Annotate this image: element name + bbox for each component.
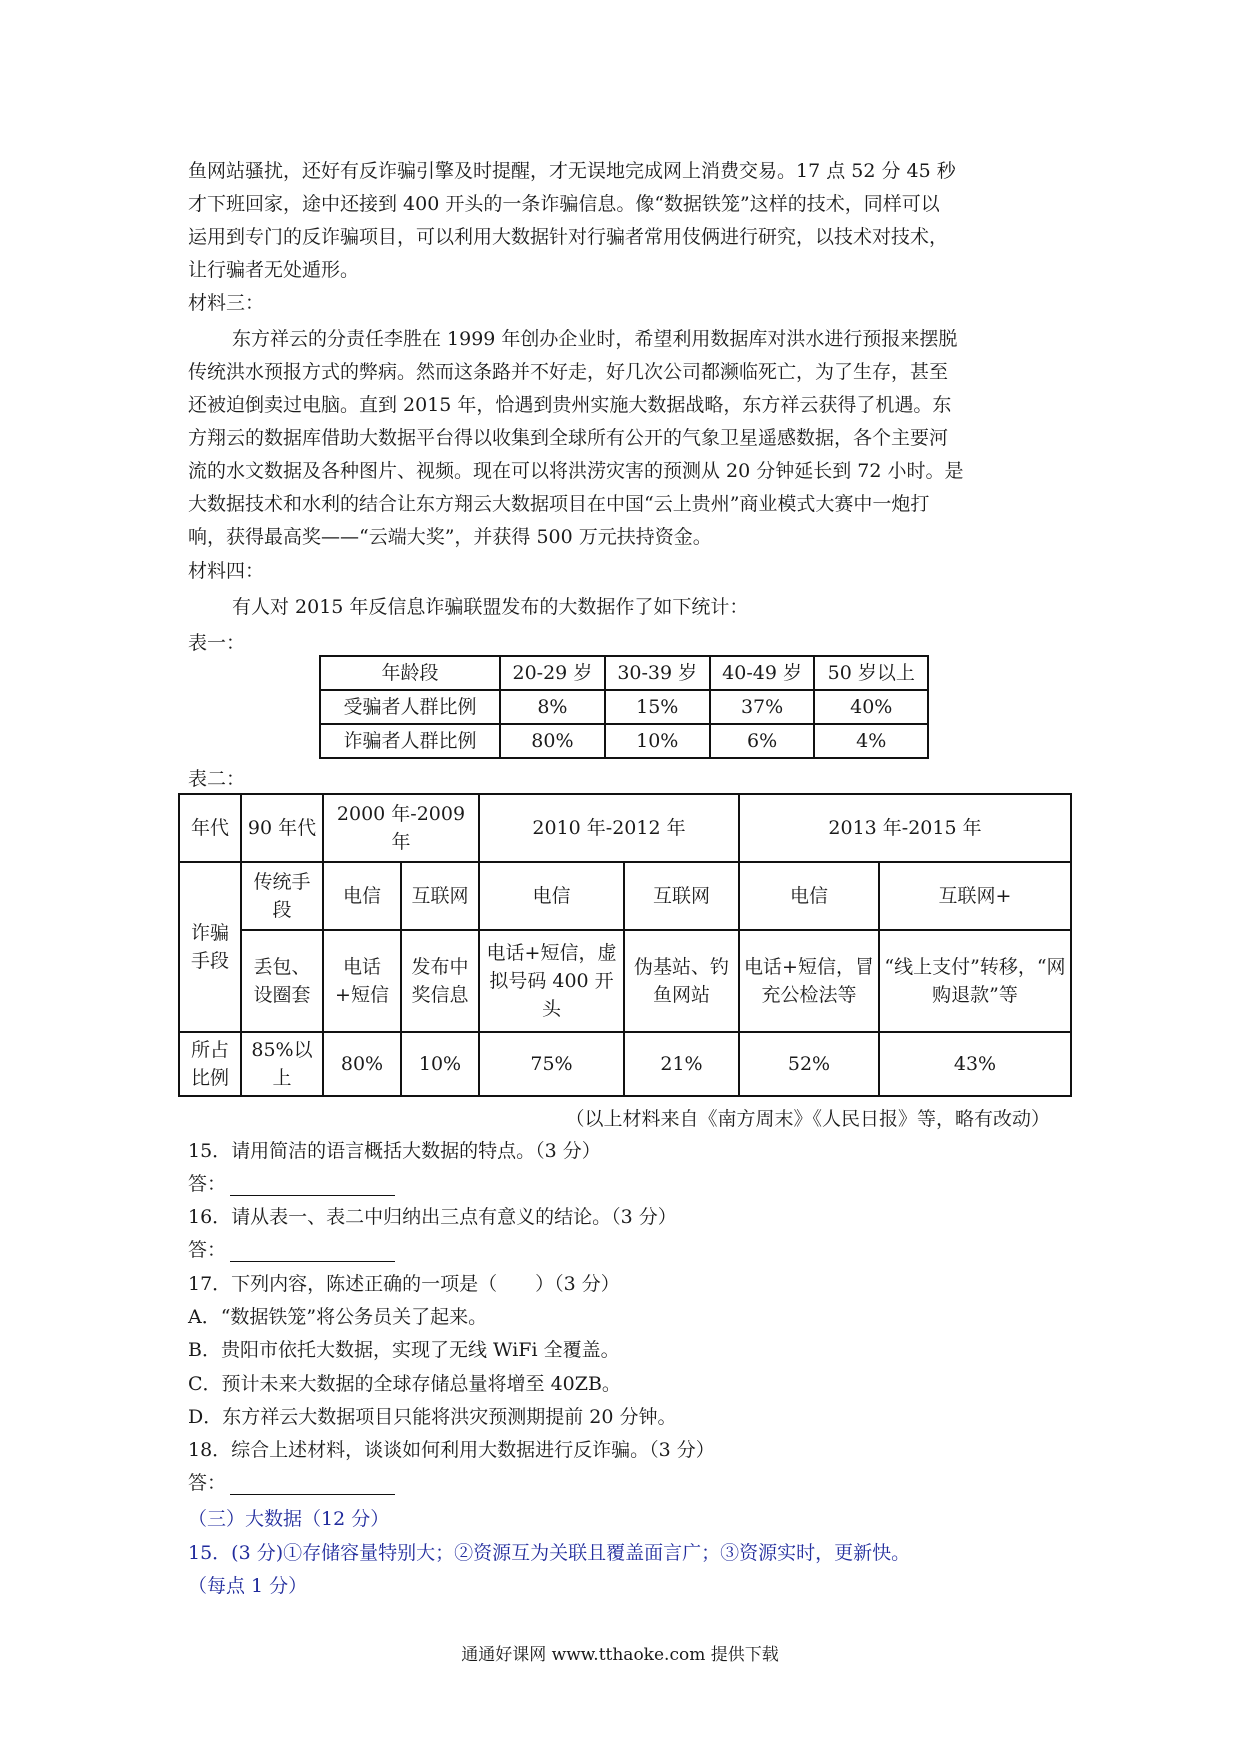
- share-cell: 52%: [739, 1032, 879, 1096]
- table-cell: 6%: [710, 724, 815, 758]
- question-18: 18．综合上述材料，谈谈如何利用大数据进行反诈骗。（3 分）: [188, 1439, 715, 1461]
- page-footer: 通通好课网 www.tthaoke.com 提供下载: [461, 1645, 779, 1665]
- type-cell: 互联网+: [879, 862, 1071, 930]
- answer-blank[interactable]: [230, 1175, 395, 1196]
- table-cell: 8%: [500, 690, 605, 724]
- answer-line-16: [188, 1237, 395, 1263]
- era-cell: 2000 年-2009 年: [323, 794, 479, 862]
- means-label: 诈骗手段: [179, 862, 241, 1032]
- share-cell: 43%: [879, 1032, 1071, 1096]
- option-c: C．预计未来大数据的全球存储总量将增至 40ZB。: [188, 1373, 621, 1395]
- answer-label: 答：: [188, 1472, 227, 1494]
- table-cell: 40%: [814, 690, 928, 724]
- material-source: （以上材料来自《南方周末》《人民日报》等，略有改动）: [565, 1108, 1050, 1130]
- table-row-label: 受骗者人群比例: [320, 690, 500, 724]
- table-cell: 10%: [605, 724, 710, 758]
- material2-line: 才下班回家，途中还接到 400 开头的一条诈骗信息。像“数据铁笼”这样的技术，同样可以: [188, 193, 940, 215]
- table-header-cell: 50 岁以上: [814, 656, 928, 690]
- method-cell: 伪基站、钓鱼网站: [624, 930, 739, 1032]
- share-cell: 21%: [624, 1032, 739, 1096]
- question-16: 16．请从表一、表二中归纳出三点有意义的结论。（3 分）: [188, 1206, 677, 1228]
- table-row-label: 诈骗者人群比例: [320, 724, 500, 758]
- method-cell: 电话+短信，虚拟号码 400 开头: [479, 930, 624, 1032]
- material4-heading: 材料四：: [188, 560, 265, 582]
- question-17: 17．下列内容，陈述正确的一项是（ ）（3 分）: [188, 1273, 620, 1295]
- material3-line: 方翔云的数据库借助大数据平台得以收集到全球所有公开的气象卫星遥感数据，各个主要河: [188, 427, 949, 449]
- era-label: 年代: [179, 794, 241, 862]
- table-header-cell: 年龄段: [320, 656, 500, 690]
- type-cell: 电信: [323, 862, 401, 930]
- answer-15: 15．(3 分)①存储容量特别大；②资源互为关联且覆盖面言广；③资源实时，更新快。: [188, 1542, 911, 1564]
- method-cell: 发布中奖信息: [401, 930, 479, 1032]
- option-d: D．东方祥云大数据项目只能将洪灾预测期提前 20 分钟。: [188, 1406, 677, 1428]
- method-cell: “线上支付”转移，“网购退款”等: [879, 930, 1071, 1032]
- table-cell: 4%: [814, 724, 928, 758]
- answer-blank[interactable]: [230, 1474, 395, 1495]
- material3-line: 响，获得最高奖——“云端大奖”，并获得 500 万元扶持资金。: [188, 526, 712, 548]
- table-header-cell: 30-39 岁: [605, 656, 710, 690]
- table-two: [178, 793, 1072, 1097]
- table2-label: 表二：: [188, 768, 246, 790]
- option-b: B．贵阳市依托大数据，实现了无线 WiFi 全覆盖。: [188, 1339, 620, 1361]
- material2-line: 运用到专门的反诈骗项目，可以利用大数据针对行骗者常用伎俩进行研究，以技术对技术，: [188, 226, 949, 248]
- method-cell: 电话+短信，冒充公检法等: [739, 930, 879, 1032]
- method-cell: 丢包、设圈套: [241, 930, 323, 1032]
- share-cell: 75%: [479, 1032, 624, 1096]
- option-a: A．“数据铁笼”将公务员关了起来。: [188, 1306, 488, 1328]
- material3-line: 还被迫倒卖过电脑。直到 2015 年，恰遇到贵州实施大数据战略，东方祥云获得了机遇。东: [188, 394, 952, 416]
- type-cell: 互联网: [624, 862, 739, 930]
- table-cell: 15%: [605, 690, 710, 724]
- share-label: 所占比例: [179, 1032, 241, 1096]
- answer-label: 答：: [188, 1173, 227, 1195]
- type-cell: 互联网: [401, 862, 479, 930]
- material4-intro: 有人对 2015 年反信息诈骗联盟发布的大数据作了如下统计：: [232, 596, 749, 618]
- share-cell: 80%: [323, 1032, 401, 1096]
- answer-blank[interactable]: [230, 1241, 395, 1262]
- table-cell: 80%: [500, 724, 605, 758]
- material2-line: 让行骗者无处遁形。: [188, 259, 360, 281]
- type-cell: 电信: [479, 862, 624, 930]
- answer-15-note: （每点 1 分）: [188, 1575, 308, 1597]
- answer-line-18: [188, 1470, 395, 1496]
- answer-line-15: [188, 1171, 395, 1197]
- share-cell: 10%: [401, 1032, 479, 1096]
- table-header-cell: 20-29 岁: [500, 656, 605, 690]
- era-cell: 2013 年-2015 年: [739, 794, 1071, 862]
- material3-line: 传统洪水预报方式的弊病。然而这条路并不好走，好几次公司都濒临死亡，为了生存，甚至: [188, 361, 949, 383]
- material3-heading: 材料三：: [188, 292, 265, 314]
- answer-section-title: （三）大数据（12 分）: [188, 1508, 390, 1530]
- era-cell: 2010 年-2012 年: [479, 794, 739, 862]
- material3-line: 流的水文数据及各种图片、视频。现在可以将洪涝灾害的预测从 20 分钟延长到 72 小时。是: [188, 460, 964, 482]
- table-cell: 37%: [710, 690, 815, 724]
- question-15: 15．请用简洁的语言概括大数据的特点。（3 分）: [188, 1140, 601, 1162]
- type-cell: 传统手段: [241, 862, 323, 930]
- table-one: [319, 655, 929, 759]
- table1-label: 表一：: [188, 632, 246, 654]
- table-header-cell: 40-49 岁: [710, 656, 815, 690]
- material3-line: 大数据技术和水利的结合让东方翔云大数据项目在中国“云上贵州”商业模式大赛中一炮打: [188, 493, 930, 515]
- era-cell: 90 年代: [241, 794, 323, 862]
- share-cell: 85%以上: [241, 1032, 323, 1096]
- type-cell: 电信: [739, 862, 879, 930]
- material3-line: 东方祥云的分责任李胜在 1999 年创办企业时，希望利用数据库对洪水进行预报来摆脱: [232, 328, 958, 350]
- answer-label: 答：: [188, 1239, 227, 1261]
- method-cell: 电话+短信: [323, 930, 401, 1032]
- material2-line: 鱼网站骚扰，还好有反诈骗引擎及时提醒，才无误地完成网上消费交易。17 点 52 分 45 秒: [188, 160, 956, 182]
